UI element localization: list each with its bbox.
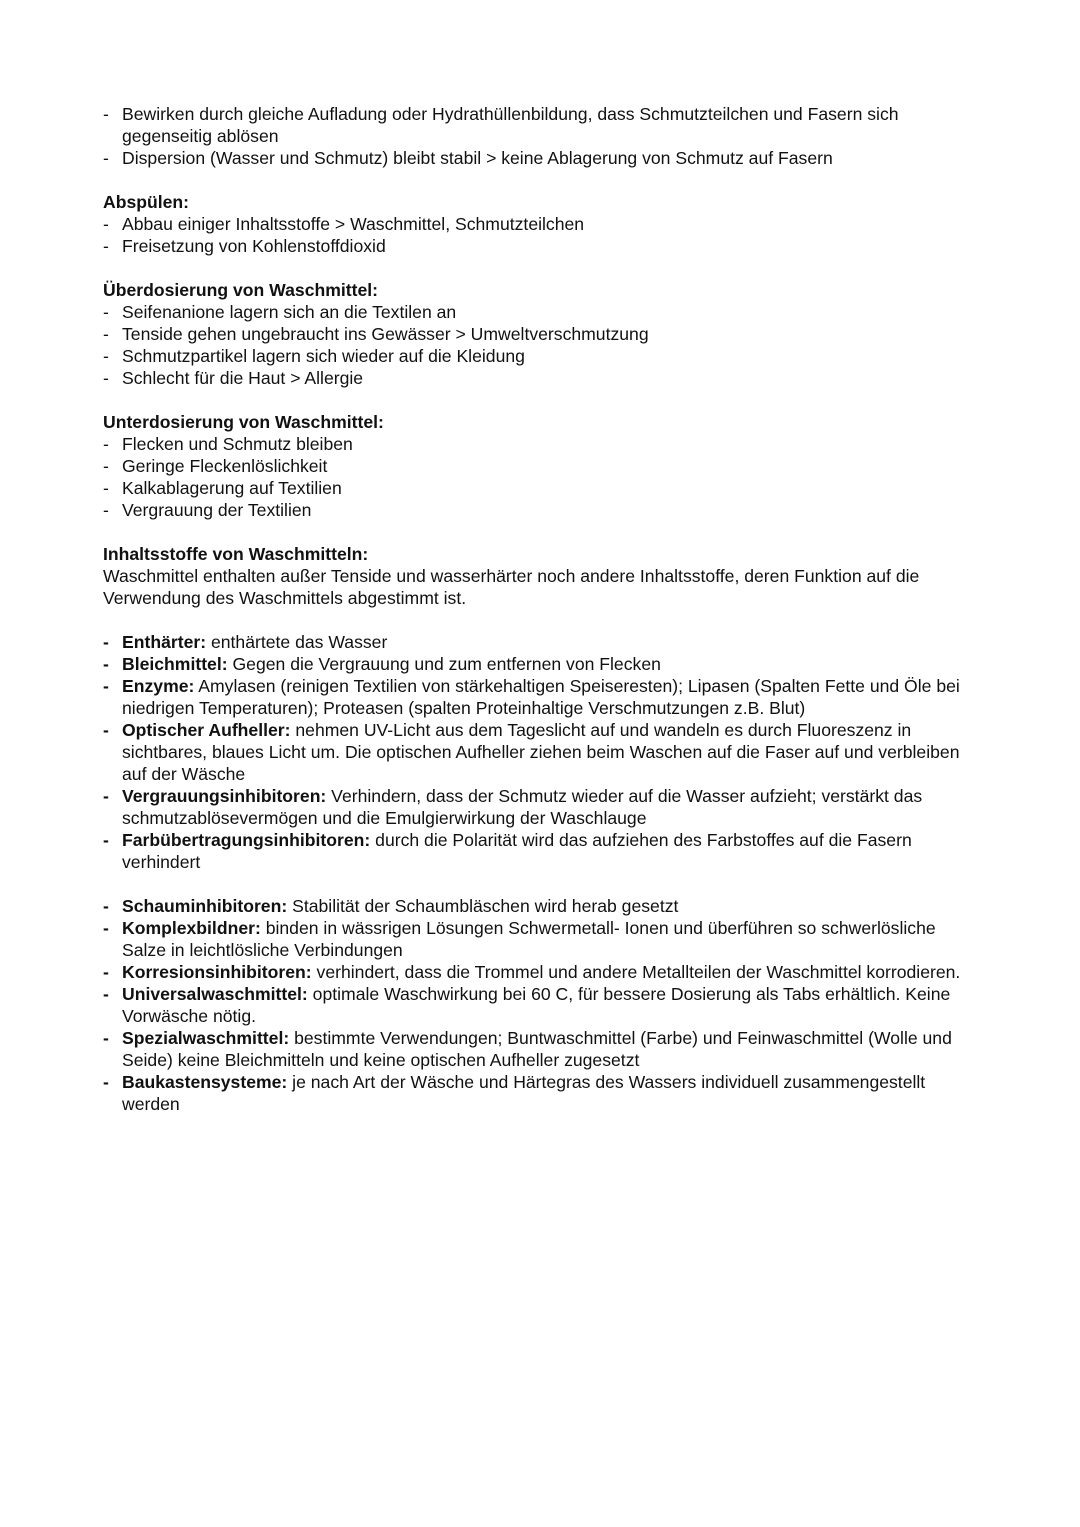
term-label: Korresionsinhibitoren: <box>122 962 312 982</box>
list-item: - Schauminhibitoren: Stabilität der Schaumbläschen wird herab gesetzt <box>103 896 679 916</box>
term-label: Spezialwaschmittel: <box>122 1028 290 1048</box>
term-label: Enzyme: <box>122 676 195 696</box>
ueberdosierung-list <box>103 301 980 389</box>
term-label: Bleichmittel: <box>122 654 228 674</box>
intro-list <box>103 103 980 169</box>
abspuelen-section <box>103 191 980 257</box>
ueberdosierung-section <box>103 279 980 389</box>
section-heading: Inhaltsstoffe von Waschmitteln: <box>103 544 369 564</box>
list-item: - Vergrauungsinhibitoren: Verhindern, dass der Schmutz wieder auf die Wasser aufzieht; verstärkt das schmutzablösevermögen und die Emulgierwirkung der Waschlauge <box>103 786 923 828</box>
list-item: - Flecken und Schmutz bleiben <box>103 434 353 454</box>
list-item: - Enthärter: enthärtete das Wasser <box>103 632 388 652</box>
list-item: - Tenside gehen ungebraucht ins Gewässer > Umweltverschmutzung <box>103 324 649 344</box>
ingredients-list-1 <box>103 631 980 873</box>
section-heading: Überdosierung von Waschmittel: <box>103 280 379 300</box>
list-item: - Vergrauung der Textilien <box>103 500 312 520</box>
term-label: Optischer Aufheller: <box>122 720 291 740</box>
section-paragraph: Waschmittel enthalten außer Tenside und wasserhärter noch andere Inhaltsstoffe, deren Funktion auf die Verwendung des Waschmittels abgestimmt ist. <box>103 566 920 608</box>
inhaltsstoffe-section <box>103 543 980 1115</box>
ingredients-list-2 <box>103 895 980 1115</box>
unterdosierung-section <box>103 411 980 521</box>
list-item: - Spezialwaschmittel: bestimmte Verwendungen; Buntwaschmittel (Farbe) und Feinwaschmittel (Wolle und Seide) keine Bleichmitteln und keine optischen Aufheller zugesetzt <box>103 1028 952 1070</box>
list-item: - Kalkablagerung auf Textilien <box>103 478 342 498</box>
term-label: Baukastensysteme: <box>122 1072 288 1092</box>
unterdosierung-list <box>103 433 980 521</box>
list-item: - Seifenanione lagern sich an die Textilen an <box>103 302 457 322</box>
term-label: Enthärter: <box>122 632 207 652</box>
term-label: Schauminhibitoren: <box>122 896 288 916</box>
list-item: - Universalwaschmittel: optimale Waschwirkung bei 60 C, für bessere Dosierung als Tabs erhältlich. Keine Vorwäsche nötig. <box>103 984 951 1026</box>
term-label: Farbübertragungsinhibitoren: <box>122 830 371 850</box>
term-label: Vergrauungsinhibitoren: <box>122 786 327 806</box>
list-item: - Schlecht für die Haut > Allergie <box>103 368 364 388</box>
list-item: - Bleichmittel: Gegen die Vergrauung und zum entfernen von Flecken <box>103 654 661 674</box>
list-item: - Optischer Aufheller: nehmen UV-Licht aus dem Tageslicht auf und wandeln es durch Fluoreszenz in sichtbares, blaues Licht um. Die optischen Aufheller ziehen beim Waschen auf die Faser auf und verbleiben auf der Wäsche <box>103 720 960 784</box>
list-item: - Baukastensysteme: je nach Art der Wäsche und Härtegras des Wassers individuell zusammengestellt werden <box>103 1072 926 1114</box>
intro-section <box>103 103 980 169</box>
list-item: - Enzyme: Amylasen (reinigen Textilien von stärkehaltigen Speiseresten); Lipasen (Spalten Fette und Öle bei niedrigen Temperaturen); Proteasen (spalten Proteinhaltige Verschmutzungen z.B. Blut) <box>103 676 960 718</box>
list-item: - Komplexbildner: binden in wässrigen Lösungen Schwermetall- Ionen und überführen so schwerlösliche Salze in leichtlösliche Verbindungen <box>103 918 936 960</box>
list-item: - Farbübertragungsinhibitoren: durch die Polarität wird das aufziehen des Farbstoffes auf die Fasern verhindert <box>103 830 912 872</box>
section-heading: Unterdosierung von Waschmittel: <box>103 412 384 432</box>
term-label: Universalwaschmittel: <box>122 984 308 1004</box>
list-item: - Schmutzpartikel lagern sich wieder auf die Kleidung <box>103 346 525 366</box>
list-item: - Bewirken durch gleiche Aufladung oder Hydrathüllenbildung, dass Schmutzteilchen und Fasern sich gegenseitig ablösen <box>103 104 899 146</box>
section-heading: Abspülen: <box>103 192 190 212</box>
list-item: - Geringe Fleckenlöslichkeit <box>103 456 328 476</box>
list-item: - Korresionsinhibitoren: verhindert, dass die Trommel und andere Metallteilen der Waschmittel korrodieren. <box>103 962 961 982</box>
list-item: - Dispersion (Wasser und Schmutz) bleibt stabil > keine Ablagerung von Schmutz auf Fasern <box>103 148 833 168</box>
term-label: Komplexbildner: <box>122 918 261 938</box>
list-item: - Abbau einiger Inhaltsstoffe > Waschmittel, Schmutzteilchen <box>103 214 585 234</box>
abspuelen-list <box>103 213 980 257</box>
list-item: - Freisetzung von Kohlenstoffdioxid <box>103 236 386 256</box>
